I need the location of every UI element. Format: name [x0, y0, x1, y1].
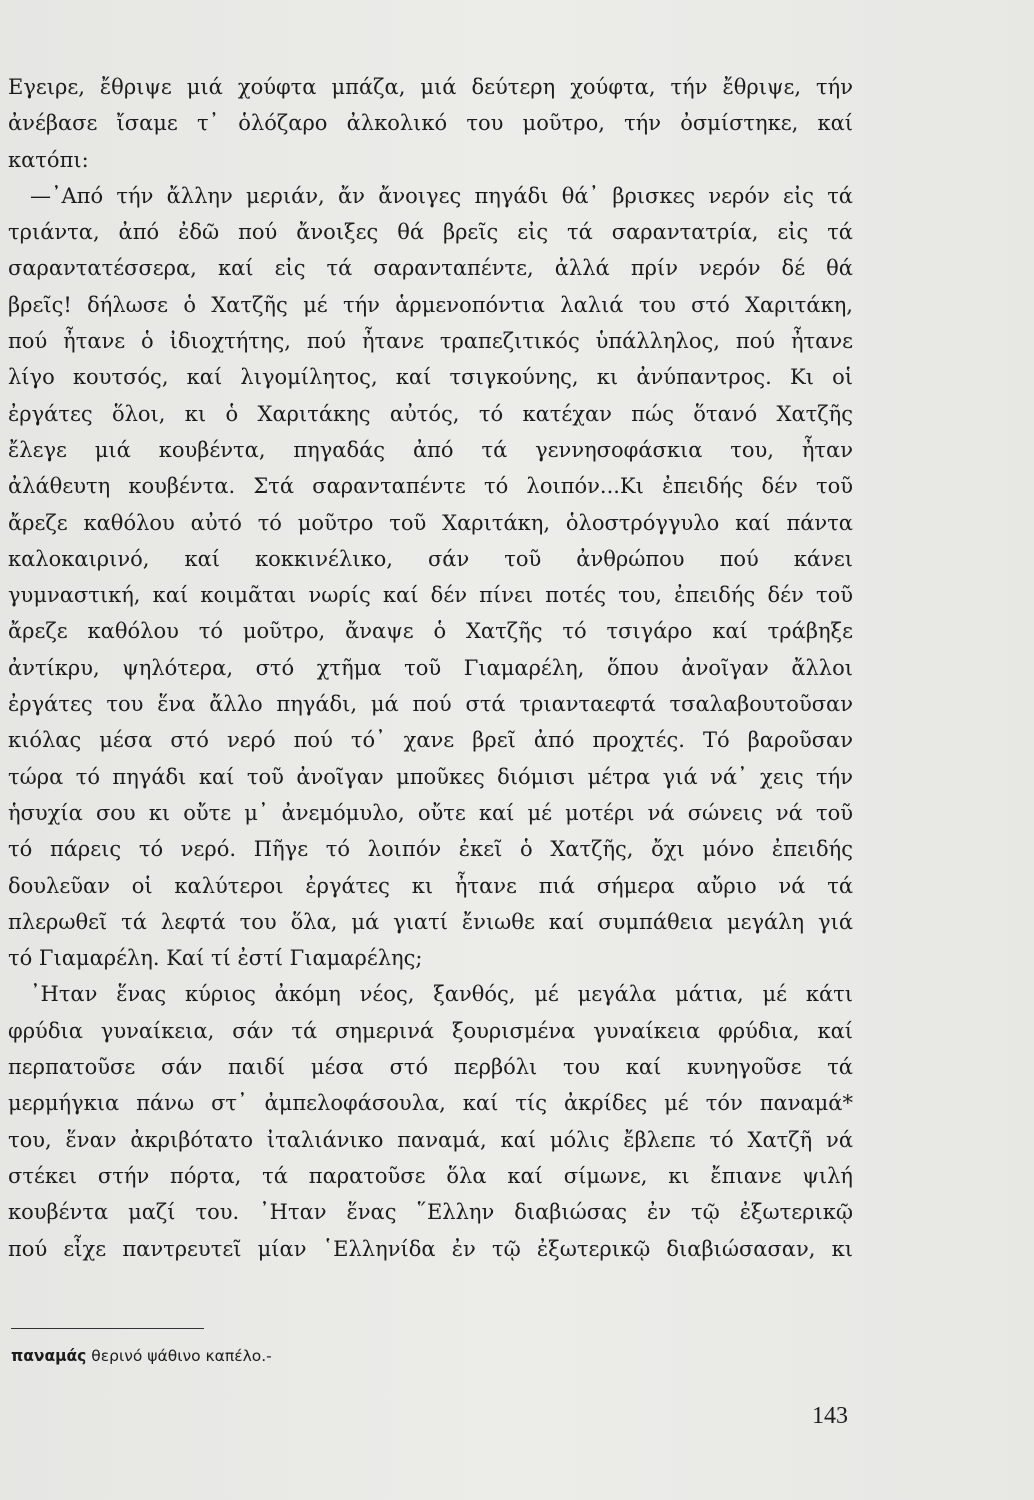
- text-line: ἔλεγε μιά κουβέντα, πηγαδάς ἀπό τά γεννησοφάσκια του, ἦταν: [8, 437, 853, 462]
- text-line: καλοκαιρινό, καί κοκκινέλικο, σάν τοῦ ἀνθρώπου πού κάνει: [8, 546, 853, 571]
- text-line: περπατοῦσε σάν παιδί μέσα στό περβόλι του καί κυνηγοῦσε τά: [8, 1055, 853, 1080]
- text-line: πλερωθεῖ τά λεφτά του ὅλα, μά γιατί ἔνιωθε καί συμπάθεια μεγάλη γιά: [8, 909, 853, 934]
- text-line: ἀντίκρυ, ψηλότερα, στό χτῆμα τοῦ Γιαμαρέλη, ὅπου ἀνοῖγαν ἄλλοι: [8, 655, 853, 680]
- text-line: δουλεῦαν οἱ καλύτεροι ἐργάτες κι ἦτανε πιά σήμερα αὔριο νά τά: [8, 873, 853, 898]
- text-line: ἡσυχία σου κι οὔτε μ᾿ ἀνεμόμυλο, οὔτε καί μέ μοτέρι νά σώνεις νά τοῦ: [8, 800, 853, 825]
- text-line: λίγο κουτσός, καί λιγομίλητος, καί τσιγκούνης, κι ἀνύπαντρος. Κι οἱ: [8, 365, 853, 390]
- footnote: [11, 1347, 272, 1365]
- footnote-term: παναμάς: [11, 1347, 87, 1365]
- text-line: μερμήγκια πάνω στ᾿ ἀμπελοφάσουλα, καί τίς ἀκρίδες μέ τόν παναμά*: [8, 1091, 853, 1116]
- text-line: σαραντατέσσερα, καί εἰς τά σαρανταπέντε, ἀλλά πρίν νερόν δέ θά: [8, 256, 853, 281]
- footnote-divider: [11, 1328, 204, 1329]
- text-line: τό πάρεις τό νερό. Πῆγε τό λοιπόν ἐκεῖ ὁ Χατζῆς, ὄχι μόνο ἐπειδής: [8, 837, 853, 862]
- text-line: πού ἦτανε ὁ ἰδιοχτήτης, πού ἦτανε τραπεζιτικός ὑπάλληλος, πού ἦτανε: [8, 329, 853, 354]
- text-line: ἐργάτες ὅλοι, κι ὁ Χαριτάκης αὐτός, τό κατέχαν πώς ὅτανό Χατζῆς: [8, 401, 853, 426]
- text-line: γυμναστική, καί κοιμᾶται νωρίς καί δέν πίνει ποτές του, ἐπειδής δέν τοῦ: [8, 583, 853, 608]
- text-line: —᾿Από τήν ἄλλην μεριάν, ἄν ἄνοιγες πηγάδι θά᾿ βρισκες νερόν εἰς τά: [30, 183, 853, 208]
- footnote-definition: θερινό ψάθινο καπέλο.-: [86, 1347, 272, 1365]
- text-line: ᾿Ηταν ἕνας κύριος ἀκόμη νέος, ξανθός, μέ μεγάλα μάτια, μέ κάτι: [30, 982, 853, 1007]
- text-line: κουβέντα μαζί του. ᾿Ηταν ἕνας ῞Ελλην διαβιώσας ἐν τῷ ἐξωτερικῷ: [8, 1200, 853, 1225]
- text-line: του, ἕναν ἀκριβότατο ἰταλιάνικο παναμά, καί μόλις ἔβλεπε τό Χατζῆ νά: [8, 1127, 853, 1152]
- text-line: πού εἶχε παντρευτεῖ μίαν ῾Ελληνίδα ἐν τῷ ἐξωτερικῷ διαβιώσασαν, κι: [8, 1236, 853, 1261]
- text-line: κιόλας μέσα στό νερό πού τό᾿ χανε βρεῖ ἀπό προχτές. Τό βαροῦσαν: [8, 728, 853, 753]
- text-line: ἀλάθευτη κουβέντα. Στά σαρανταπέντε τό λοιπόν...Κι ἐπειδής δέν τοῦ: [8, 474, 853, 499]
- text-line: ἄρεζε καθόλου τό μοῦτρο, ἄναψε ὁ Χατζῆς τό τσιγάρο καί τράβηξε: [8, 619, 853, 644]
- text-line: ἄρεζε καθόλου αὐτό τό μοῦτρο τοῦ Χαριτάκη, ὁλοστρόγγυλο καί πάντα: [8, 510, 853, 535]
- text-line: ἐργάτες του ἕνα ἄλλο πηγάδι, μά πού στά τριανταεφτά τσαλαβουτοῦσαν: [8, 692, 853, 717]
- text-line: στέκει στήν πόρτα, τά παρατοῦσε ὅλα καί σίμωνε, κι ἔπιανε ψιλή: [8, 1163, 853, 1188]
- text-line: τώρα τό πηγάδι καί τοῦ ἀνοῖγαν μποῦκες διόμισι μέτρα γιά νά᾿ χεις τήν: [8, 764, 853, 789]
- text-line: βρεῖς! δήλωσε ὁ Χατζῆς μέ τήν ἁρμενοπόντια λαλιά του στό Χαριτάκη,: [8, 292, 853, 317]
- text-line: κατόπι:: [8, 147, 89, 172]
- page-number: 143: [812, 1403, 848, 1429]
- text-line: ἀνέβασε ἴσαμε τ᾿ ὁλόζαρο ἀλκολικό του μοῦτρο, τήν ὀσμίστηκε, καί: [8, 111, 853, 136]
- text-line: τριάντα, ἀπό ἐδῶ πού ἄνοιξες θά βρεῖς εἰς τά σαραντατρία, εἰς τά: [8, 220, 853, 245]
- body-text: [8, 69, 853, 1267]
- text-line: Εγειρε, ἔθριψε μιά χούφτα μπάζα, μιά δεύτερη χούφτα, τήν ἔθριψε, τήν: [8, 75, 853, 99]
- text-line: τό Γιαμαρέλη. Καί τί ἐστί Γιαμαρέλης;: [8, 946, 423, 971]
- text-line: φρύδια γυναίκεια, σάν τά σημερινά ξουρισμένα γυναίκεια φρύδια, καί: [8, 1018, 853, 1043]
